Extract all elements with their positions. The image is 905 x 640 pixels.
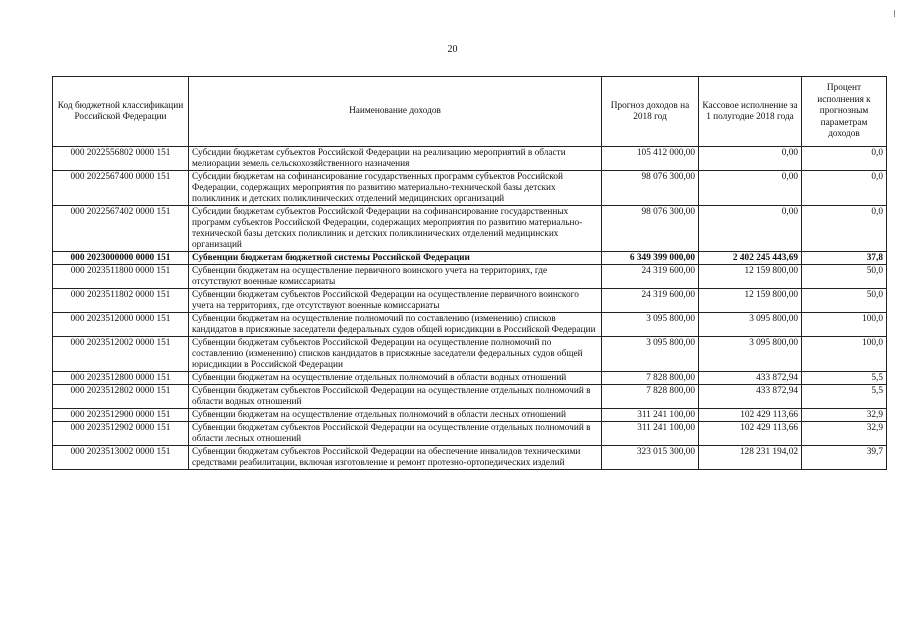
cell-name: Субвенции бюджетам на осуществление полномочий по составлению (изменению) списков кандидатов в присяжные заседатели федеральных судов общей юрисдикции в Российской Федерации	[189, 313, 602, 337]
cell-execution: 12 159 800,00	[699, 265, 802, 289]
cell-percent: 50,0	[802, 265, 887, 289]
cell-forecast: 98 076 300,00	[602, 171, 699, 206]
cell-name: Субвенции бюджетам на осуществление отдельных полномочий в области лесных отношений	[189, 409, 602, 422]
page-edge-mark	[894, 10, 895, 17]
cell-percent: 39,7	[802, 446, 887, 470]
table-row	[53, 265, 887, 289]
cell-code: 000 2023512802 0000 151	[53, 385, 189, 409]
cell-forecast: 24 319 600,00	[602, 265, 699, 289]
table-row	[53, 206, 887, 252]
cell-percent: 5,5	[802, 372, 887, 385]
cell-name: Субвенции бюджетам бюджетной системы Российской Федерации	[189, 252, 602, 265]
table-row	[53, 409, 887, 422]
revenue-table	[52, 76, 887, 470]
cell-execution: 433 872,94	[699, 372, 802, 385]
cell-execution: 2 402 245 443,69	[699, 252, 802, 265]
cell-execution: 3 095 800,00	[699, 337, 802, 372]
cell-forecast: 3 095 800,00	[602, 337, 699, 372]
cell-execution: 12 159 800,00	[699, 289, 802, 313]
cell-forecast: 3 095 800,00	[602, 313, 699, 337]
cell-percent: 5,5	[802, 385, 887, 409]
cell-execution: 0,00	[699, 147, 802, 171]
cell-code: 000 2023512000 0000 151	[53, 313, 189, 337]
cell-forecast: 311 241 100,00	[602, 422, 699, 446]
cell-execution: 102 429 113,66	[699, 409, 802, 422]
table-row	[53, 372, 887, 385]
table-row	[53, 422, 887, 446]
table-row	[53, 289, 887, 313]
header-code: Код бюджетной классификации Российской Федерации	[53, 77, 189, 147]
cell-code: 000 2022567402 0000 151	[53, 206, 189, 252]
cell-percent: 100,0	[802, 337, 887, 372]
table-row	[53, 147, 887, 171]
cell-code: 000 2022556802 0000 151	[53, 147, 189, 171]
page-number: 20	[447, 44, 458, 55]
cell-name: Субсидии бюджетам субъектов Российской Федерации на софинансирование государственных программ субъектов Российской Федерации, содержащих мероприятия по развитию материально-технической базы детских поликлиник и детских поликлинических отделений медицинских организаций	[189, 206, 602, 252]
header-forecast: Прогноз доходов на 2018 год	[602, 77, 699, 147]
cell-percent: 100,0	[802, 313, 887, 337]
table-row	[53, 446, 887, 470]
cell-execution: 128 231 194,02	[699, 446, 802, 470]
cell-percent: 32,9	[802, 422, 887, 446]
cell-name: Субвенции бюджетам субъектов Российской Федерации на осуществление отдельных полномочий в области лесных отношений	[189, 422, 602, 446]
table-row	[53, 337, 887, 372]
cell-code: 000 2023511802 0000 151	[53, 289, 189, 313]
cell-percent: 50,0	[802, 289, 887, 313]
cell-forecast: 24 319 600,00	[602, 289, 699, 313]
cell-name: Субсидии бюджетам на софинансирование государственных программ субъектов Российской Федерации, содержащих мероприятия по развитию материально-технической базы детских поликлиник и детских поликлинических отделений медицинских организаций	[189, 171, 602, 206]
cell-name: Субсидии бюджетам субъектов Российской Федерации на реализацию мероприятий в области мелиорации земель сельскохозяйственного назначения	[189, 147, 602, 171]
cell-execution: 102 429 113,66	[699, 422, 802, 446]
cell-forecast: 7 828 800,00	[602, 385, 699, 409]
cell-code: 000 2023512902 0000 151	[53, 422, 189, 446]
header-name: Наименование доходов	[189, 77, 602, 147]
table-row	[53, 313, 887, 337]
cell-execution: 3 095 800,00	[699, 313, 802, 337]
cell-forecast: 323 015 300,00	[602, 446, 699, 470]
cell-percent: 0,0	[802, 206, 887, 252]
cell-forecast: 311 241 100,00	[602, 409, 699, 422]
cell-percent: 0,0	[802, 147, 887, 171]
cell-code: 000 2023512800 0000 151	[53, 372, 189, 385]
cell-code: 000 2023000000 0000 151	[53, 252, 189, 265]
header-execution: Кассовое исполнение за 1 полугодие 2018 года	[699, 77, 802, 147]
cell-name: Субвенции бюджетам субъектов Российской Федерации на осуществление отдельных полномочий в области водных отношений	[189, 385, 602, 409]
cell-code: 000 2023511800 0000 151	[53, 265, 189, 289]
table-header-row	[53, 77, 887, 147]
cell-execution: 433 872,94	[699, 385, 802, 409]
table-row	[53, 252, 887, 265]
cell-percent: 0,0	[802, 171, 887, 206]
cell-forecast: 7 828 800,00	[602, 372, 699, 385]
cell-execution: 0,00	[699, 206, 802, 252]
cell-forecast: 98 076 300,00	[602, 206, 699, 252]
table-row	[53, 171, 887, 206]
header-percent: Процент исполнения к прогнозным параметрам доходов	[802, 77, 887, 147]
cell-name: Субвенции бюджетам субъектов Российской Федерации на обеспечение инвалидов техническими средствами реабилитации, включая изготовление и ремонт протезно-ортопедических изделий	[189, 446, 602, 470]
cell-execution: 0,00	[699, 171, 802, 206]
cell-forecast: 105 412 000,00	[602, 147, 699, 171]
cell-name: Субвенции бюджетам на осуществление первичного воинского учета на территориях, где отсутствуют военные комиссариаты	[189, 265, 602, 289]
cell-forecast: 6 349 399 000,00	[602, 252, 699, 265]
cell-code: 000 2023512900 0000 151	[53, 409, 189, 422]
cell-name: Субвенции бюджетам на осуществление отдельных полномочий в области водных отношений	[189, 372, 602, 385]
cell-percent: 37,8	[802, 252, 887, 265]
cell-name: Субвенции бюджетам субъектов Российской Федерации на осуществление полномочий по составлению (изменению) списков кандидатов в присяжные заседатели федеральных судов общей юрисдикции в Российской Федерации	[189, 337, 602, 372]
cell-code: 000 2023513002 0000 151	[53, 446, 189, 470]
cell-code: 000 2022567400 0000 151	[53, 171, 189, 206]
cell-code: 000 2023512002 0000 151	[53, 337, 189, 372]
cell-name: Субвенции бюджетам субъектов Российской Федерации на осуществление первичного воинского учета на территориях, где отсутствуют военные комиссариаты	[189, 289, 602, 313]
cell-percent: 32,9	[802, 409, 887, 422]
table-row	[53, 385, 887, 409]
table-body	[53, 147, 887, 470]
